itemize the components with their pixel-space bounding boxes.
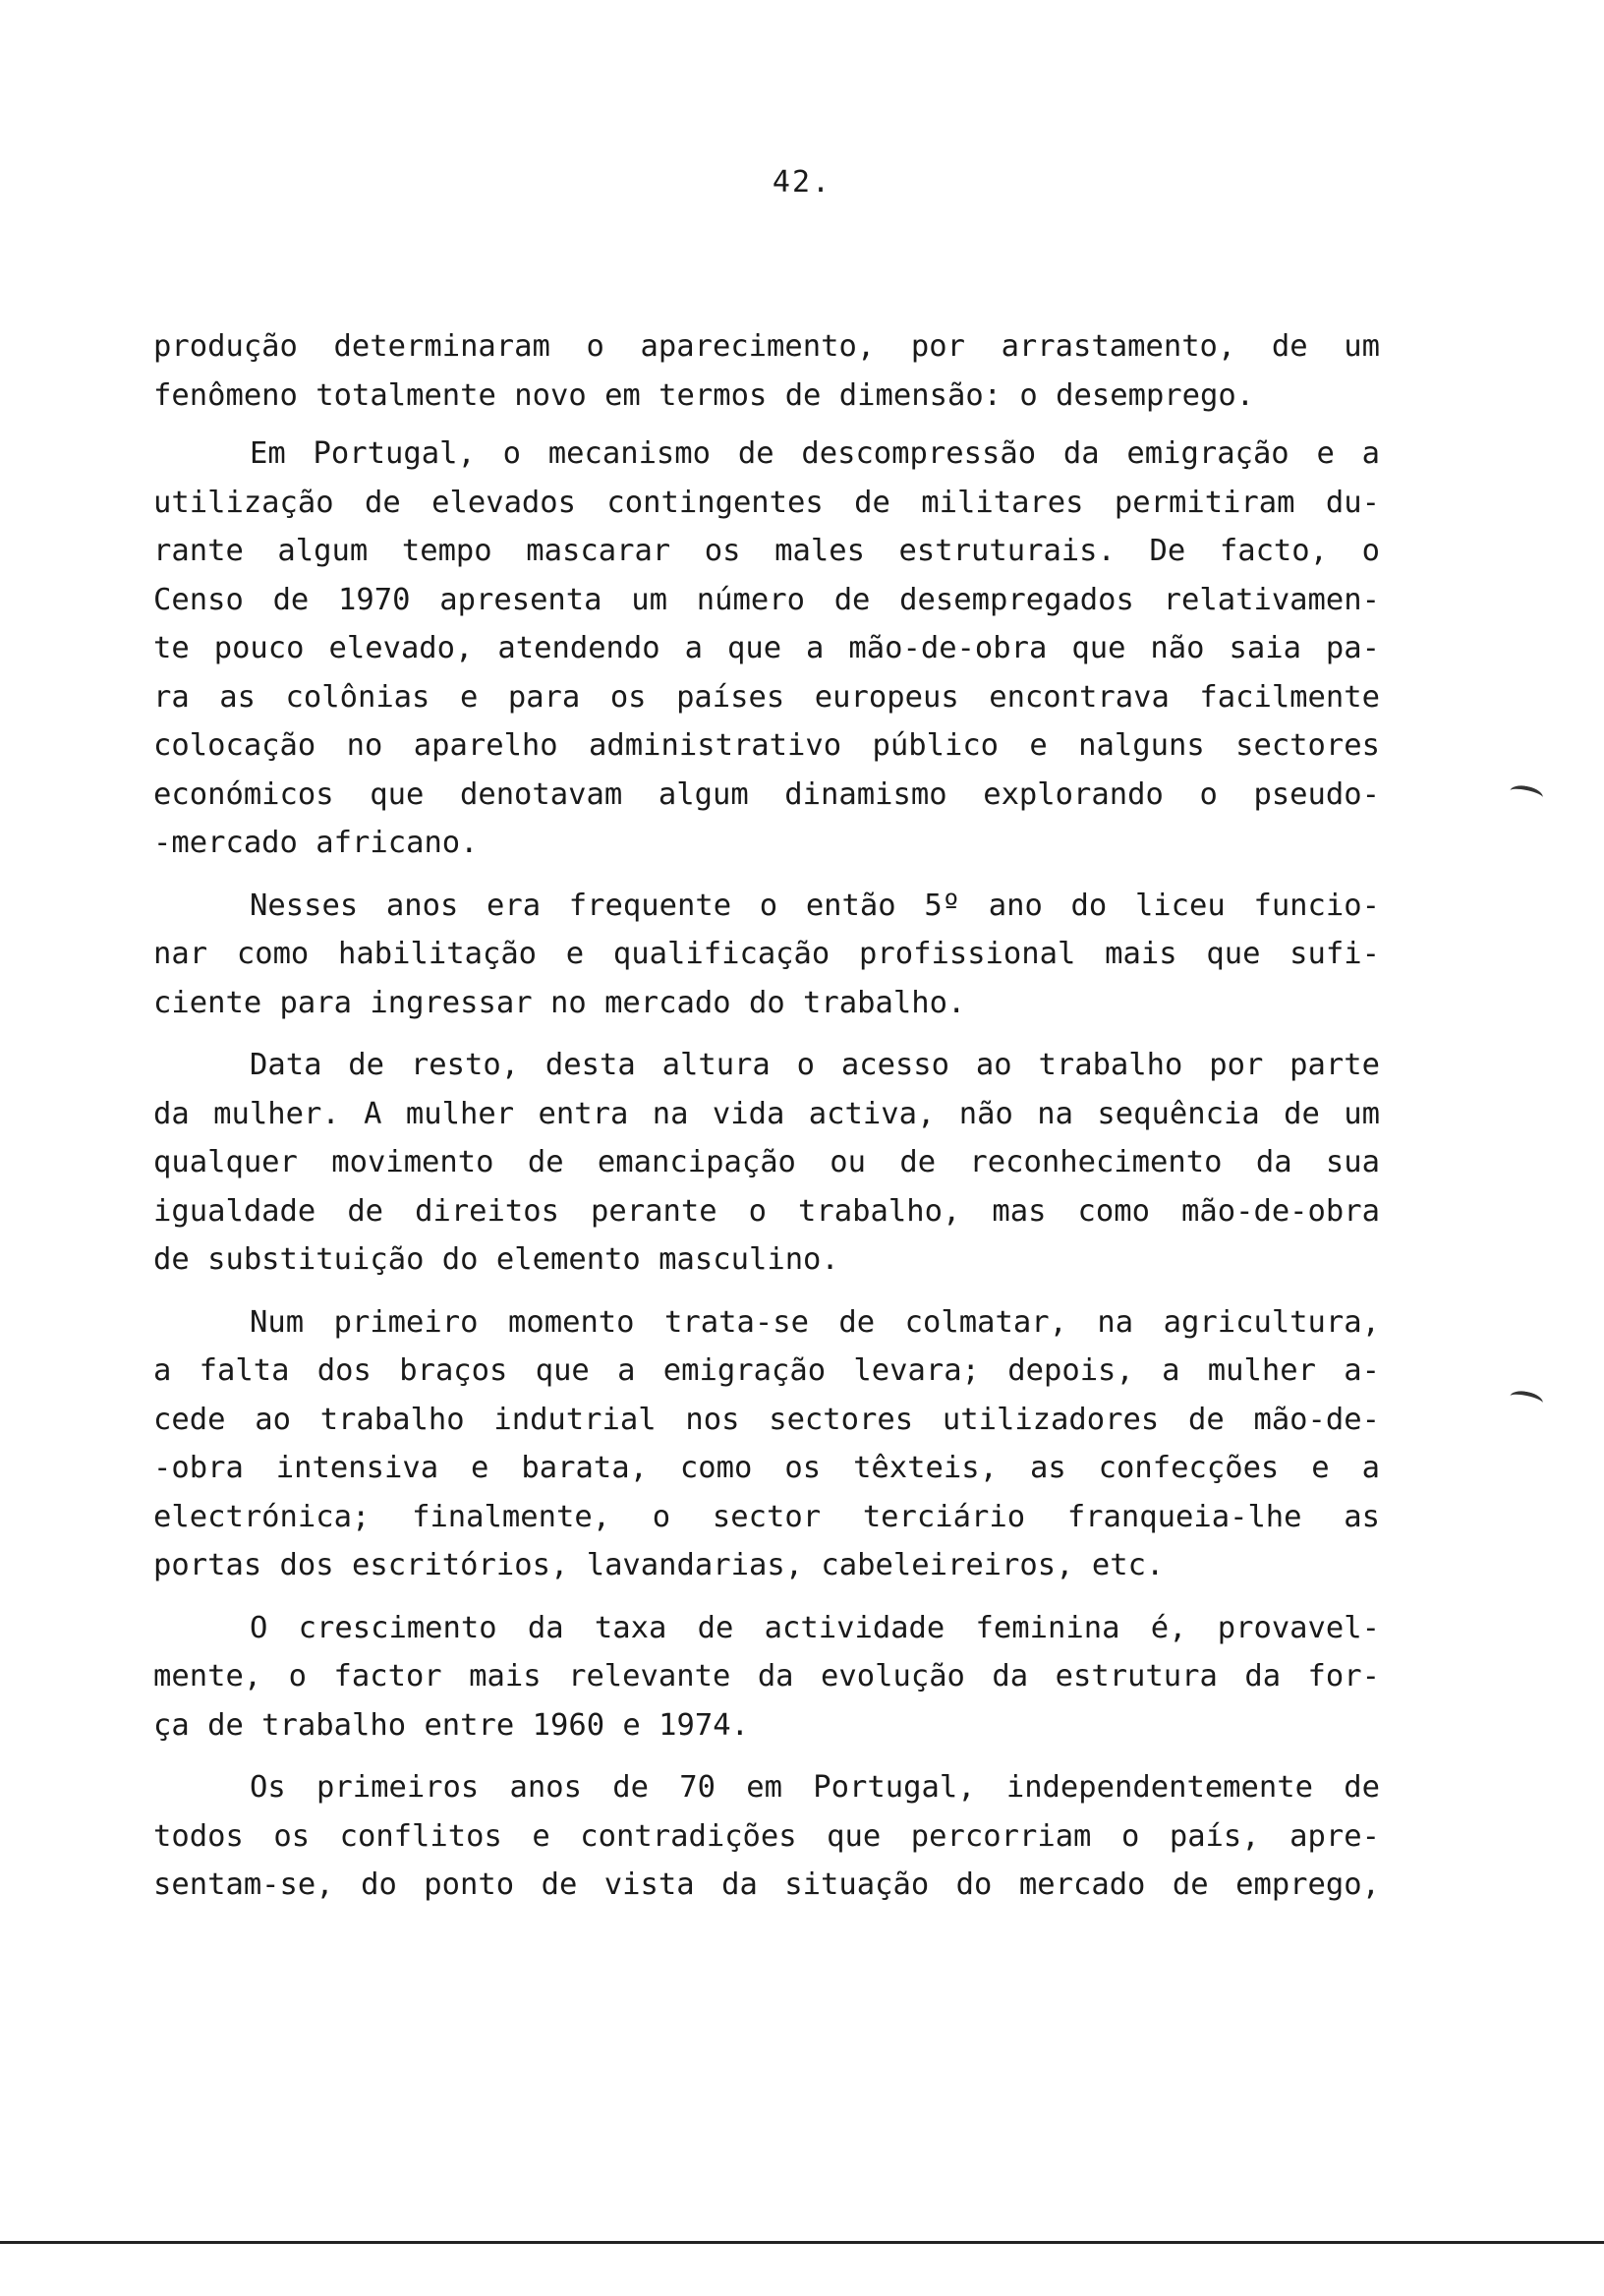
text-line: rante algum tempo mascarar os males estruturais. De facto, o [153, 534, 1380, 568]
paragraph [153, 1604, 1380, 1751]
paragraph [153, 430, 1380, 868]
paragraph [153, 1041, 1380, 1285]
text-line: ciente para ingressar no mercado do trabalho. [153, 985, 966, 1020]
margin-mark [1509, 1389, 1545, 1411]
text-line: -mercado africano. [153, 826, 479, 860]
text-line: qualquer movimento de emancipação ou de reconhecimento da sua [153, 1145, 1380, 1179]
text-line: fenômeno totalmente novo em termos de dimensão: o desemprego. [153, 377, 1255, 413]
text-line: Os primeiros anos de 70 em Portugal, independentemente de [250, 1770, 1380, 1805]
text-line: Em Portugal, o mecanismo de descompressão da emigração e a [250, 436, 1380, 471]
text-line: O crescimento da taxa de actividade feminina é, provavel- [250, 1610, 1380, 1645]
text-line: nar como habilitação e qualificação profissional mais que sufi- [153, 937, 1380, 971]
text-line: -obra intensiva e barata, como os têxteis, as confecções e a [153, 1451, 1380, 1485]
text-line: Data de resto, desta altura o acesso ao trabalho por parte [250, 1048, 1380, 1082]
text-line: portas dos escritórios, lavandarias, cabeleireiros, etc. [153, 1548, 1165, 1582]
text-line: electrónica; finalmente, o sector terciário franqueia-lhe as [153, 1499, 1380, 1534]
text-line: da mulher. A mulher entra na vida activa, não na sequência de um [153, 1096, 1380, 1131]
paragraph [153, 1298, 1380, 1590]
text-line: todos os conflitos e contradições que percorriam o país, apre- [153, 1818, 1380, 1854]
text-line: sentam-se, do ponto de vista da situação do mercado de emprego, [153, 1867, 1380, 1902]
bottom-rule [0, 2241, 1604, 2244]
text-line: Num primeiro momento trata-se de colmatar, na agricultura, [250, 1304, 1380, 1340]
text-line: colocação no aparelho administrativo público e nalguns sectores [153, 728, 1380, 763]
text-line: igualdade de direitos perante o trabalho, mas como mão-de-obra [153, 1193, 1380, 1229]
text-line: a falta dos braços que a emigração levara; depois, a mulher a- [153, 1353, 1380, 1388]
text-line: Censo de 1970 apresenta um número de desempregados relativamen- [153, 582, 1380, 617]
text-line: cede ao trabalho indutrial nos sectores utilizadores de mão-de- [153, 1402, 1380, 1437]
paragraph [153, 322, 1380, 420]
text-line: mente, o factor mais relevante da evolução da estrutura da for- [153, 1659, 1380, 1693]
page-number: 42. [772, 165, 832, 200]
paragraph [153, 882, 1380, 1028]
text-line: de substituição do elemento masculino. [153, 1242, 839, 1277]
text-line: produção determinaram o aparecimento, por arrastamento, de um [153, 329, 1380, 364]
document-body [153, 322, 1380, 1923]
text-line: utilização de elevados contingentes de militares permitiram du- [153, 485, 1380, 520]
text-line: económicos que denotavam algum dinamismo explorando o pseudo- [153, 776, 1380, 812]
text-line: ça de trabalho entre 1960 e 1974. [153, 1707, 749, 1743]
paragraph [153, 1763, 1380, 1910]
text-line: te pouco elevado, atendendo a que a mão-de-obra que não saia pa- [153, 631, 1380, 665]
margin-mark [1509, 783, 1545, 806]
text-line: Nesses anos era frequente o então 5º ano do liceu funcio- [250, 888, 1380, 923]
text-line: ra as colônias e para os países europeus encontrava facilmente [153, 679, 1380, 715]
